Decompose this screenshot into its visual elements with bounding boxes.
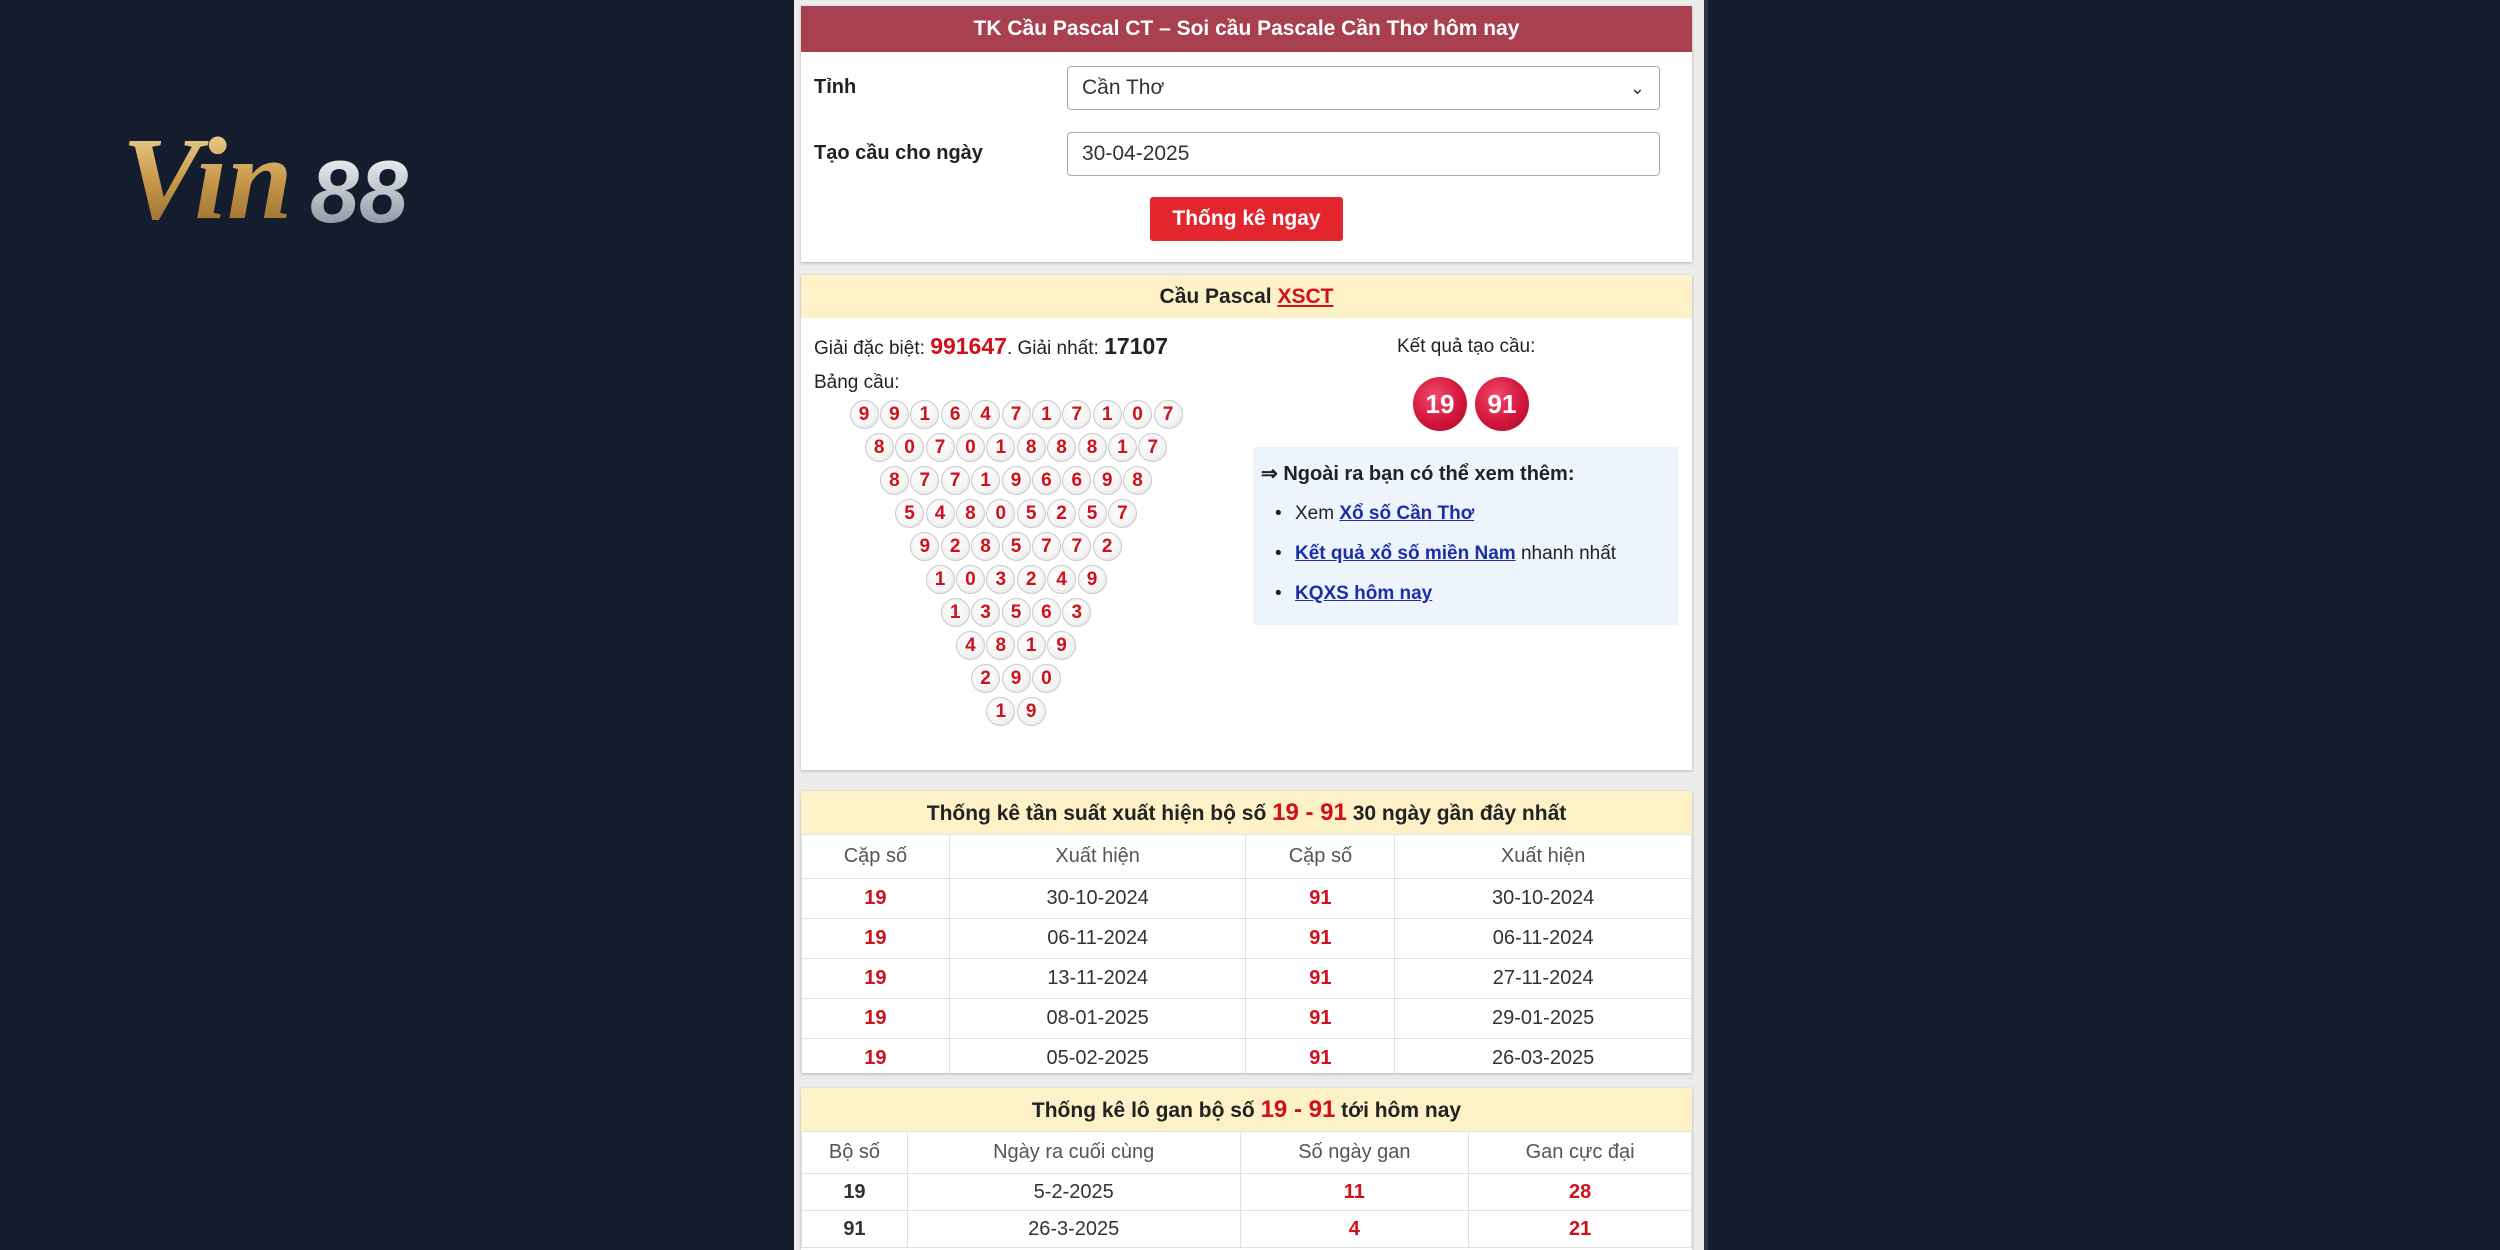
date-input[interactable]: [1067, 132, 1660, 176]
pascal-digit-ball: 3: [1062, 598, 1091, 627]
pascal-digit-ball: 2: [1093, 532, 1122, 561]
date-cell: 30-10-2024: [1395, 879, 1692, 919]
pascal-digit-ball: 5: [1017, 499, 1046, 528]
column-header: Bộ số: [802, 1132, 908, 1174]
list-item-prefix: Xem: [1295, 503, 1340, 524]
date-cell: 06-11-2024: [949, 919, 1246, 959]
date-cell: 27-11-2024: [1395, 959, 1692, 999]
special-prize-value: 991647: [930, 333, 1007, 359]
frequency-title: [801, 791, 1692, 834]
pascal-digit-ball: 7: [1108, 499, 1137, 528]
see-more-box: [1253, 447, 1678, 625]
pair-cell: 91: [1246, 999, 1395, 1039]
table-header-row: [802, 1132, 1692, 1174]
pascal-digit-ball: 5: [1002, 598, 1031, 627]
pair-cell: 19: [802, 879, 950, 919]
first-prize-value: 17107: [1104, 333, 1169, 359]
pascal-digit-ball: 9: [850, 400, 879, 429]
pascal-digit-ball: 2: [941, 532, 970, 561]
svg-text:Vin: Vin: [122, 118, 293, 230]
frequency-table: [801, 834, 1692, 1079]
pascal-digit-ball: 7: [1032, 532, 1061, 561]
gan-title-suffix: tới hôm nay: [1341, 1099, 1462, 1122]
pascal-digit-ball: 8: [971, 532, 1000, 561]
gan-days-cell: 4: [1240, 1211, 1469, 1248]
pascal-digit-ball: 6: [1062, 466, 1091, 495]
date-label: Tạo cầu cho ngày: [814, 142, 983, 164]
pascal-digit-ball: 6: [1032, 466, 1061, 495]
pascal-digit-ball: 4: [971, 400, 1000, 429]
submit-button[interactable]: Thống kê ngay: [1150, 197, 1343, 241]
gan-title-prefix: Thống kê lô gan bộ số: [1031, 1099, 1255, 1122]
pascal-digit-ball: 2: [1017, 565, 1046, 594]
pascal-digit-ball: 9: [1078, 565, 1107, 594]
frequency-title-prefix: Thống kê tần suất xuất hiện bộ số: [926, 802, 1267, 825]
content-column: [794, 0, 1706, 1250]
frequency-card: [801, 791, 1692, 1073]
xo-so-can-tho-link[interactable]: Xổ số Cần Thơ: [1339, 503, 1475, 524]
table-row: [802, 1039, 1692, 1079]
pascal-title-prefix: Cầu Pascal: [1159, 285, 1272, 308]
pair-cell: 19: [802, 1039, 950, 1079]
kqxs-mien-nam-link[interactable]: Kết quả xổ số miền Nam: [1295, 543, 1516, 564]
pascal-digit-ball: 8: [1123, 466, 1152, 495]
list-item: [1275, 579, 1616, 619]
pascal-digit-ball: 7: [910, 466, 939, 495]
table-header-row: [802, 835, 1692, 879]
pascal-digit-ball: 5: [1002, 532, 1031, 561]
last-date-cell: 26-3-2025: [907, 1211, 1240, 1248]
max-gan-cell: 21: [1469, 1211, 1692, 1248]
pascal-digit-ball: 5: [895, 499, 924, 528]
pascal-digit-ball: 8: [1078, 433, 1107, 462]
pascal-digit-ball: 9: [1017, 697, 1046, 726]
pascal-digit-ball: 4: [926, 499, 955, 528]
column-header: Xuất hiện: [949, 835, 1246, 879]
pascal-digit-ball: 8: [865, 433, 894, 462]
pair-cell: 91: [1246, 1039, 1395, 1079]
pascal-digit-ball: 0: [895, 433, 924, 462]
pascal-digit-ball: 3: [971, 598, 1000, 627]
pascal-digit-ball: 9: [1002, 466, 1031, 495]
pascal-digit-ball: 7: [1062, 532, 1091, 561]
pascal-digit-ball: 8: [956, 499, 985, 528]
last-date-cell: 5-2-2025: [907, 1174, 1240, 1211]
table-row: [802, 959, 1692, 999]
pascal-digit-ball: 0: [1123, 400, 1152, 429]
date-cell: 26-03-2025: [1395, 1039, 1692, 1079]
pascal-digit-ball: 7: [1138, 433, 1167, 462]
pascal-digit-ball: 1: [941, 598, 970, 627]
special-prize-label: Giải đặc biệt:: [814, 338, 925, 359]
column-header: Cặp số: [802, 835, 950, 879]
pascal-digit-ball: 2: [1047, 499, 1076, 528]
pascal-digit-ball: 7: [1154, 400, 1183, 429]
frequency-table-body: [802, 879, 1692, 1079]
date-input-value: 30-04-2025: [1082, 142, 1190, 165]
date-cell: 05-02-2025: [949, 1039, 1246, 1079]
pascal-digit-ball: 1: [910, 400, 939, 429]
column-header: Cặp số: [1246, 835, 1395, 879]
pascal-digit-ball: 1: [986, 433, 1015, 462]
pair-cell: 19: [802, 959, 950, 999]
pascal-digit-ball: 3: [986, 565, 1015, 594]
result-ball: 19: [1413, 377, 1467, 431]
pascal-digit-ball: 9: [1093, 466, 1122, 495]
see-more-list: [1275, 499, 1616, 619]
pascal-digit-ball: 1: [971, 466, 1000, 495]
result-label: Kết quả tạo cầu:: [1397, 336, 1536, 357]
list-item: [1275, 539, 1616, 579]
pascal-digit-ball: 8: [1017, 433, 1046, 462]
pascal-digit-ball: 7: [941, 466, 970, 495]
vin88-logo-art: [122, 118, 482, 230]
province-select[interactable]: [1067, 66, 1660, 110]
table-row: [802, 1211, 1692, 1248]
date-cell: 30-10-2024: [949, 879, 1246, 919]
pascal-digit-ball: 1: [1017, 631, 1046, 660]
date-cell: 13-11-2024: [949, 959, 1246, 999]
pair-cell: 19: [802, 999, 950, 1039]
pascal-digit-ball: 1: [1032, 400, 1061, 429]
pair-cell: 19: [802, 919, 950, 959]
see-more-title: ⇒ Ngoài ra bạn có thể xem thêm:: [1261, 463, 1575, 485]
pascal-digit-ball: 9: [1047, 631, 1076, 660]
pascal-digit-ball: 0: [986, 499, 1015, 528]
svg-text:88: 88: [310, 142, 408, 230]
pascal-digit-ball: 5: [1078, 499, 1107, 528]
xsct-link[interactable]: XSCT: [1277, 285, 1334, 308]
date-cell: 29-01-2025: [1395, 999, 1692, 1039]
province-label: Tỉnh: [814, 76, 857, 98]
table-row: [802, 879, 1692, 919]
pascal-digit-ball: 9: [1002, 664, 1031, 693]
pascal-digit-ball: 4: [1047, 565, 1076, 594]
pascal-digit-ball: 7: [1062, 400, 1091, 429]
pascal-form-card: [801, 6, 1692, 262]
pair-cell: 91: [1246, 919, 1395, 959]
number-cell: 91: [802, 1211, 908, 1248]
gan-title: [801, 1088, 1692, 1131]
list-item: [1275, 499, 1616, 539]
frequency-title-pair: 19 - 91: [1272, 799, 1347, 826]
pascal-digit-ball: 8: [880, 466, 909, 495]
number-cell: 19: [802, 1174, 908, 1211]
column-header: Xuất hiện: [1395, 835, 1692, 879]
column-header: Gan cực đại: [1469, 1132, 1692, 1174]
date-cell: 08-01-2025: [949, 999, 1246, 1039]
pascal-digit-ball: 1: [926, 565, 955, 594]
table-row: [802, 919, 1692, 959]
pascal-digit-ball: 4: [956, 631, 985, 660]
table-row: [802, 999, 1692, 1039]
table-row: [802, 1174, 1692, 1211]
pascal-digit-ball: 9: [910, 532, 939, 561]
pascal-digit-ball: 2: [971, 664, 1000, 693]
result-ball: 91: [1475, 377, 1529, 431]
pascal-card: [801, 275, 1692, 770]
first-prize-label: . Giải nhất:: [1006, 338, 1099, 359]
max-gan-cell: 28: [1469, 1174, 1692, 1211]
pascal-digit-ball: 0: [1032, 664, 1061, 693]
pascal-digit-ball: 7: [926, 433, 955, 462]
list-item-suffix: nhanh nhất: [1515, 543, 1617, 564]
pair-cell: 91: [1246, 959, 1395, 999]
frequency-title-suffix: 30 ngày gần đây nhất: [1352, 802, 1567, 825]
gan-table: [801, 1131, 1692, 1248]
pascal-digit-ball: 6: [1032, 598, 1061, 627]
gan-table-body: [802, 1174, 1692, 1248]
pascal-digit-ball: 7: [1002, 400, 1031, 429]
form-title: TK Cầu Pascal CT – Soi cầu Pascale Cần Thơ hôm nay: [801, 6, 1692, 52]
pascal-digit-ball: 8: [986, 631, 1015, 660]
pascal-digit-ball: 8: [1047, 433, 1076, 462]
column-edge: [1704, 0, 1708, 1250]
pascal-digit-ball: 0: [956, 433, 985, 462]
pascal-digit-ball: 1: [1093, 400, 1122, 429]
board-label: Bảng cầu:: [814, 372, 900, 393]
pascal-digit-ball: 6: [941, 400, 970, 429]
gan-card: [801, 1088, 1692, 1250]
gan-days-cell: 11: [1240, 1174, 1469, 1211]
pascal-digit-ball: 1: [986, 697, 1015, 726]
chevron-down-icon: ⌄: [1629, 78, 1645, 98]
vin88-logo[interactable]: [122, 118, 482, 230]
kqxs-hom-nay-link[interactable]: KQXS hôm nay: [1295, 583, 1433, 604]
province-select-value: Cần Thơ: [1082, 76, 1165, 99]
pascal-digit-ball: 9: [880, 400, 909, 429]
pascal-digit-ball: 0: [956, 565, 985, 594]
column-header: Ngày ra cuối cùng: [907, 1132, 1240, 1174]
gan-title-pair: 19 - 91: [1260, 1096, 1336, 1123]
pascal-digit-ball: 1: [1108, 433, 1137, 462]
date-cell: 06-11-2024: [1395, 919, 1692, 959]
column-header: Số ngày gan: [1240, 1132, 1469, 1174]
pair-cell: 91: [1246, 879, 1395, 919]
